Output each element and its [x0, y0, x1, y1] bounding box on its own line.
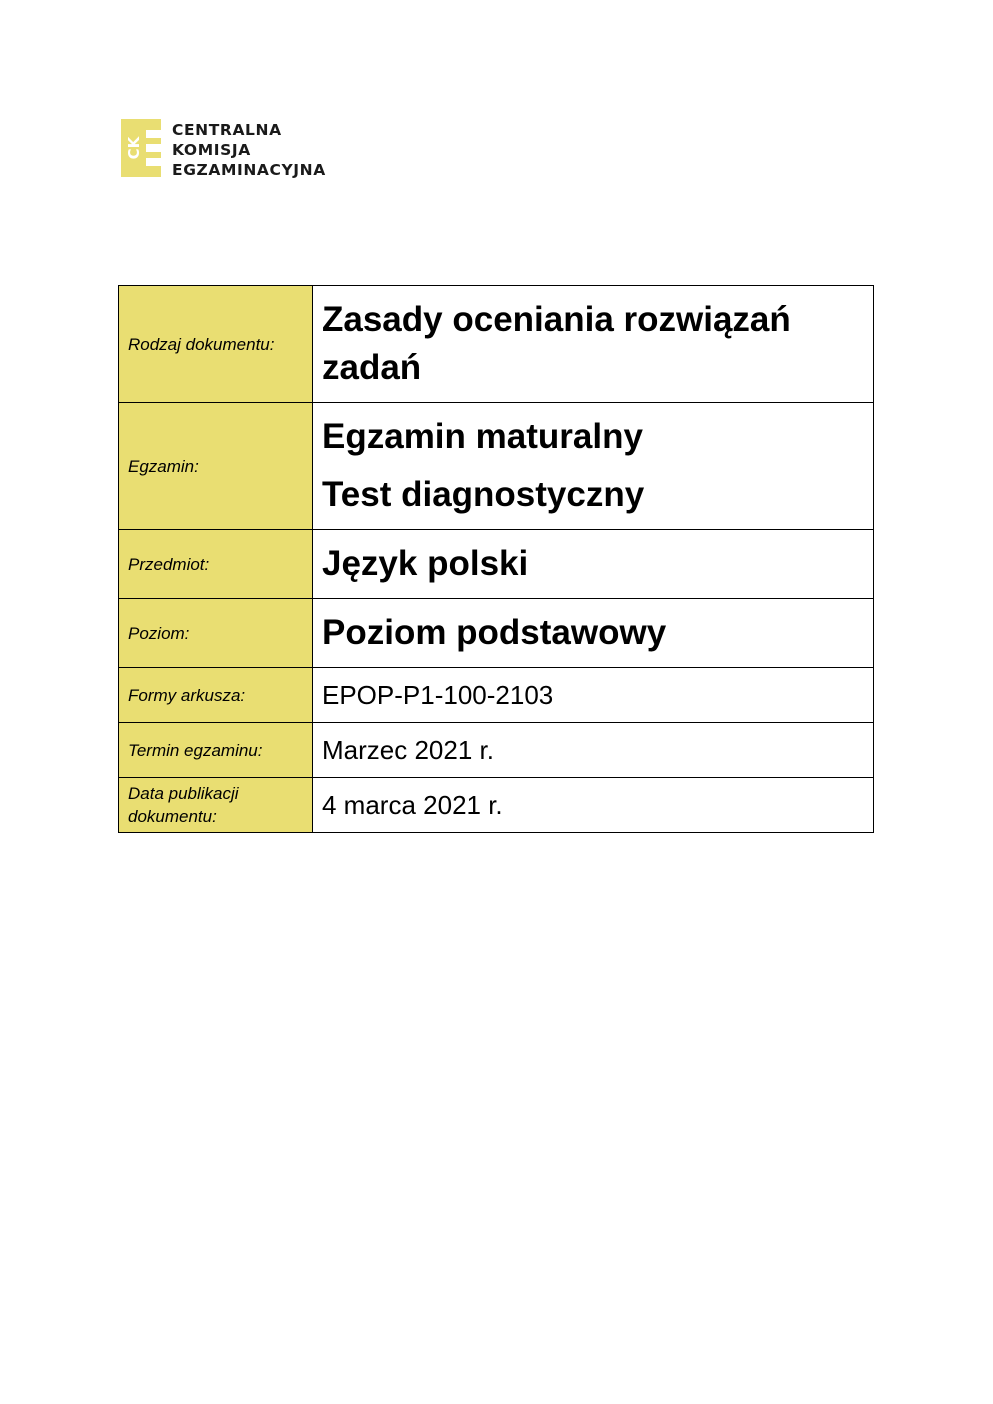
value-publication-date — [313, 778, 874, 833]
label-publication-date: Data publikacji dokumentu: — [119, 778, 313, 833]
value-document-type — [313, 286, 874, 403]
logo-line-1: CENTRALNA — [172, 121, 282, 139]
sheet-forms-line-1: EPOP-P1-100-2103 — [322, 680, 554, 710]
document-type-line-2: zadań — [322, 348, 422, 387]
exam-line-1: Egzamin maturalny — [322, 417, 643, 456]
value-sheet-forms — [313, 668, 874, 723]
value-exam-date — [313, 723, 874, 778]
cke-logo-mark — [121, 119, 161, 177]
table-row-exam-date — [119, 723, 874, 778]
document-info-table — [118, 285, 874, 833]
value-level — [313, 599, 874, 668]
label-exam: Egzamin: — [119, 403, 313, 530]
logo-line-3: EGZAMINACYJNA — [172, 161, 326, 179]
subject-line-1: Język polski — [322, 544, 529, 583]
table-row-sheet-forms — [119, 668, 874, 723]
level-line-1: Poziom podstawowy — [322, 613, 667, 652]
table-row-exam — [119, 403, 874, 530]
table-row-level — [119, 599, 874, 668]
table-row-publication-date — [119, 778, 874, 833]
label-subject: Przedmiot: — [119, 530, 313, 599]
logo-mark-cut-top — [146, 130, 161, 138]
cke-logo — [121, 119, 326, 180]
table-row-subject — [119, 530, 874, 599]
value-exam — [313, 403, 874, 530]
document-type-line-1: Zasady oceniania rozwiązań — [322, 300, 791, 339]
publication-date-line-1: 4 marca 2021 r. — [322, 790, 503, 820]
logo-mark-cut-middle — [146, 144, 161, 152]
logo-mark-letters: CK — [125, 136, 143, 160]
cke-logo-mark-graphic — [121, 119, 161, 177]
table-row-document-type — [119, 286, 874, 403]
logo-wordmark — [172, 120, 326, 180]
label-level: Poziom: — [119, 599, 313, 668]
exam-line-2: Test diagnostyczny — [322, 475, 645, 514]
exam-date-line-1: Marzec 2021 r. — [322, 735, 494, 765]
logo-mark-cut-bottom — [146, 158, 161, 166]
value-subject — [313, 530, 874, 599]
label-exam-date: Termin egzaminu: — [119, 723, 313, 778]
label-document-type: Rodzaj dokumentu: — [119, 286, 313, 403]
logo-line-2: KOMISJA — [172, 141, 251, 159]
label-sheet-forms: Formy arkusza: — [119, 668, 313, 723]
